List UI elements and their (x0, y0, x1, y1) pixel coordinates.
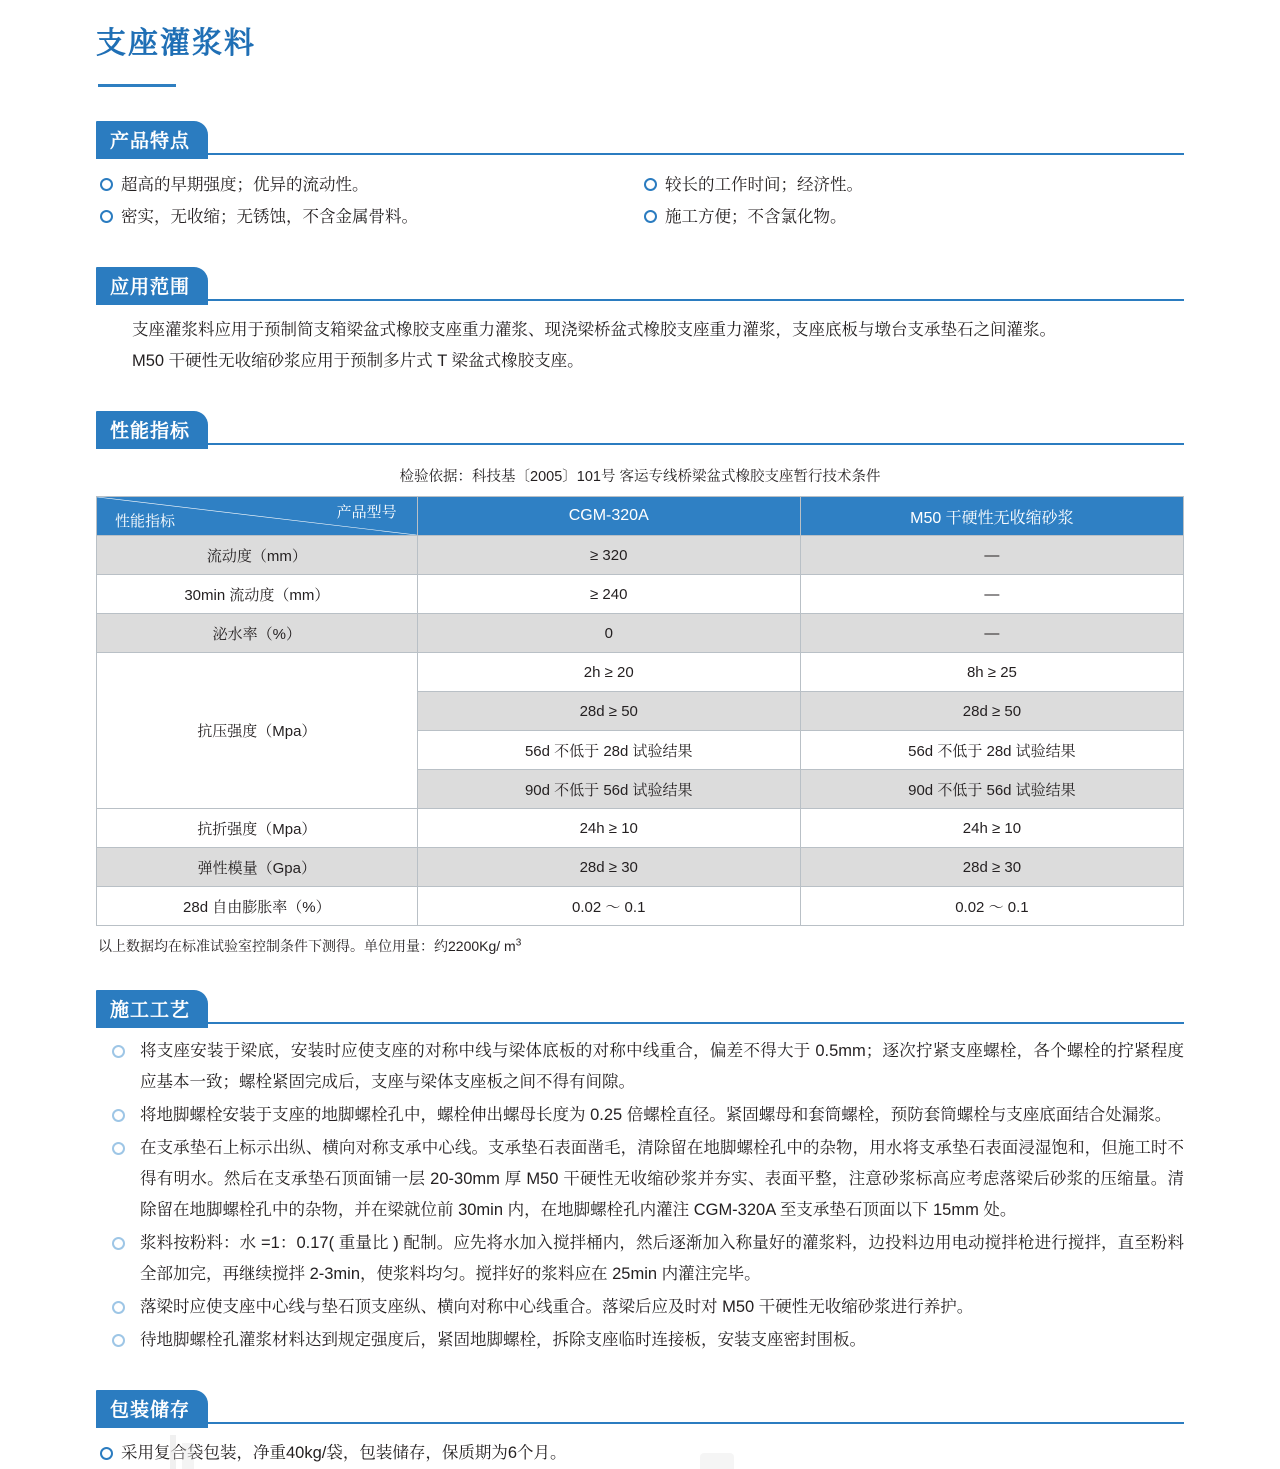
table-row (97, 809, 1184, 848)
cell-value: 56d 不低于 28d 试验结果 (800, 731, 1183, 770)
table-row (97, 536, 1184, 575)
features-list (96, 169, 1184, 233)
step-text: 浆料按粉料：水 =1：0.17( 重量比 ) 配制。应先将水加入搅拌桶内，然后逐渐加入称量好的灌浆料，边投料边用电动搅拌枪进行搅拌，直至粉料全部加完，再继续搅拌 2-3min，使浆料均匀。搅拌好的浆料应在 25min 内灌注完毕。 (140, 1234, 1184, 1283)
cell-value: ≥ 240 (417, 575, 800, 614)
cell-value: — (800, 575, 1183, 614)
list-item (96, 169, 640, 201)
row-label: 抗折强度（Mpa） (97, 809, 418, 848)
construction-steps-list (96, 1036, 1184, 1356)
row-axis-label: 性能指标 (115, 513, 176, 530)
step-text: 待地脚螺栓孔灌浆材料达到规定强度后，紧固地脚螺栓，拆除支座临时连接板，安装支座密封围板。 (140, 1331, 866, 1349)
row-label-compressive-strength: 抗压强度（Mpa） (97, 653, 418, 809)
bullet-ring-icon (112, 1301, 125, 1314)
application-paragraph: 支座灌浆料应用于预制简支箱梁盆式橡胶支座重力灌浆、现浇梁桥盆式橡胶支座重力灌浆，支座底板与墩台支承垫石之间灌浆。 (132, 321, 1056, 339)
list-item (96, 1325, 1184, 1356)
bullet-wrap (96, 1100, 140, 1122)
section-header-application (96, 267, 1184, 301)
list-item (96, 1036, 1184, 1098)
bullet-ring-icon (100, 210, 113, 223)
bullet-ring-icon (112, 1109, 125, 1122)
row-label: 30min 流动度（mm） (97, 575, 418, 614)
table-corner-header (97, 497, 418, 536)
application-paragraph: M50 干硬性无收缩砂浆应用于预制多片式 T 梁盆式橡胶支座。 (132, 352, 584, 370)
cell-value: 56d 不低于 28d 试验结果 (417, 731, 800, 770)
bullet-ring-icon (112, 1142, 125, 1155)
cell-value: 28d ≥ 50 (417, 692, 800, 731)
section-title-features: 产品特点 (96, 121, 208, 159)
section-divider (96, 299, 1184, 301)
list-item (96, 1292, 1184, 1323)
table-column-header: CGM-320A (417, 497, 800, 536)
bullet-ring-icon (644, 210, 657, 223)
bullet-wrap (96, 1036, 140, 1058)
cell-value: ≥ 320 (417, 536, 800, 575)
row-label: 流动度（mm） (97, 536, 418, 575)
list-item (96, 1133, 1184, 1226)
cell-value: 90d 不低于 56d 试验结果 (417, 770, 800, 809)
cell-value: — (800, 536, 1183, 575)
bullet-ring-icon (112, 1237, 125, 1250)
section-title-packaging: 包装储存 (96, 1390, 208, 1428)
cell-value: 28d ≥ 30 (417, 848, 800, 887)
section-divider (96, 1422, 1184, 1424)
cell-value: 0.02 ～ 0.1 (417, 887, 800, 926)
cell-value: 2h ≥ 20 (417, 653, 800, 692)
cell-value: 0.02 ～ 0.1 (800, 887, 1183, 926)
cell-value: 8h ≥ 25 (800, 653, 1183, 692)
section-title-performance: 性能指标 (96, 411, 208, 449)
step-text: 将地脚螺栓安装于支座的地脚螺栓孔中，螺栓伸出螺母长度为 0.25 倍螺栓直径。紧固螺母和套筒螺栓，预防套筒螺栓与支座底面结合处漏浆。 (140, 1106, 1172, 1124)
bullet-ring-icon (112, 1045, 125, 1058)
table-row (97, 653, 1184, 692)
list-item (640, 169, 1184, 201)
table-footnote-text: 以上数据均在标准试验室控制条件下测得。单位用量：约2200Kg/ m (98, 938, 516, 954)
row-label: 弹性模量（Gpa） (97, 848, 418, 887)
packaging-text: 采用复合袋包装，净重40kg/袋，包装储存，保质期为6个月。 (121, 1444, 567, 1462)
title-underline (98, 84, 176, 87)
bullet-ring-icon (100, 1447, 113, 1460)
cell-value: 90d 不低于 56d 试验结果 (800, 770, 1183, 809)
feature-text: 较长的工作时间；经济性。 (665, 176, 863, 194)
bullet-wrap (96, 1325, 140, 1347)
section-header-construction (96, 990, 1184, 1024)
section-title-application: 应用范围 (96, 267, 208, 305)
step-text: 将支座安装于梁底，安装时应使支座的对称中线与梁体底板的对称中线重合，偏差不得大于 0.5mm；逐次拧紧支座螺栓，各个螺栓的拧紧程度应基本一致；螺栓紧固完成后，支座与梁体支座板之间不得有间隙。 (140, 1042, 1184, 1091)
application-text (96, 315, 1184, 377)
bullet-wrap (96, 1292, 140, 1314)
section-header-performance (96, 411, 1184, 445)
feature-text: 超高的早期强度；优异的流动性。 (121, 176, 369, 194)
performance-table (96, 496, 1184, 926)
table-row (97, 848, 1184, 887)
bullet-wrap (96, 1133, 140, 1155)
list-item (96, 1100, 1184, 1131)
packaging-line (96, 1438, 1184, 1469)
page-title: 支座灌浆料 (96, 27, 256, 60)
step-text: 落梁时应使支座中心线与垫石顶支座纵、横向对称中心线重合。落梁后应及时对 M50 干硬性无收缩砂浆进行养护。 (140, 1298, 974, 1316)
section-divider (96, 443, 1184, 445)
cell-value: 28d ≥ 30 (800, 848, 1183, 887)
section-header-packaging (96, 1390, 1184, 1424)
table-row (97, 575, 1184, 614)
bullet-ring-icon (644, 178, 657, 191)
feature-text: 施工方便；不含氯化物。 (665, 208, 847, 226)
table-row (97, 887, 1184, 926)
table-column-header: M50 干硬性无收缩砂浆 (800, 497, 1183, 536)
bullet-ring-icon (112, 1334, 125, 1347)
list-item (96, 1228, 1184, 1290)
section-title-construction: 施工工艺 (96, 990, 208, 1028)
cell-value: 28d ≥ 50 (800, 692, 1183, 731)
bullet-wrap (96, 1228, 140, 1250)
step-text: 在支承垫石上标示出纵、横向对称支承中心线。支承垫石表面凿毛，清除留在地脚螺栓孔中的杂物，用水将支承垫石表面浸湿饱和，但施工时不得有明水。然后在支承垫石顶面铺一层 20-30mm 厚 M50 干硬性无收缩砂浆并夯实、表面平整，注意砂浆标高应考虑落梁后砂浆的压缩量。清除留在地脚螺栓孔中的杂物，并在梁就位前 30min 内，在地脚螺栓孔内灌注 CGM-320A 至支承垫石顶面以下 15mm 处。 (140, 1139, 1184, 1219)
cell-value: 24h ≥ 10 (417, 809, 800, 848)
table-row (97, 614, 1184, 653)
feature-text: 密实，无收缩；无锈蚀，不含金属骨料。 (121, 208, 418, 226)
list-item (96, 201, 640, 233)
section-divider (96, 1022, 1184, 1024)
section-divider (96, 153, 1184, 155)
cell-value: 24h ≥ 10 (800, 809, 1183, 848)
list-item (640, 201, 1184, 233)
row-label: 泌水率（%） (97, 614, 418, 653)
row-label: 28d 自由膨胀率（%） (97, 887, 418, 926)
cell-value: — (800, 614, 1183, 653)
table-footnote (96, 936, 1184, 956)
table-footnote-superscript: 3 (515, 937, 522, 949)
cell-value: 0 (417, 614, 800, 653)
column-axis-label: 产品型号 (336, 504, 397, 521)
section-header-features (96, 121, 1184, 155)
test-basis-note: 检验依据：科技基〔2005〕101号 客运专线桥梁盆式橡胶支座暂行技术条件 (399, 469, 881, 485)
bullet-ring-icon (100, 178, 113, 191)
